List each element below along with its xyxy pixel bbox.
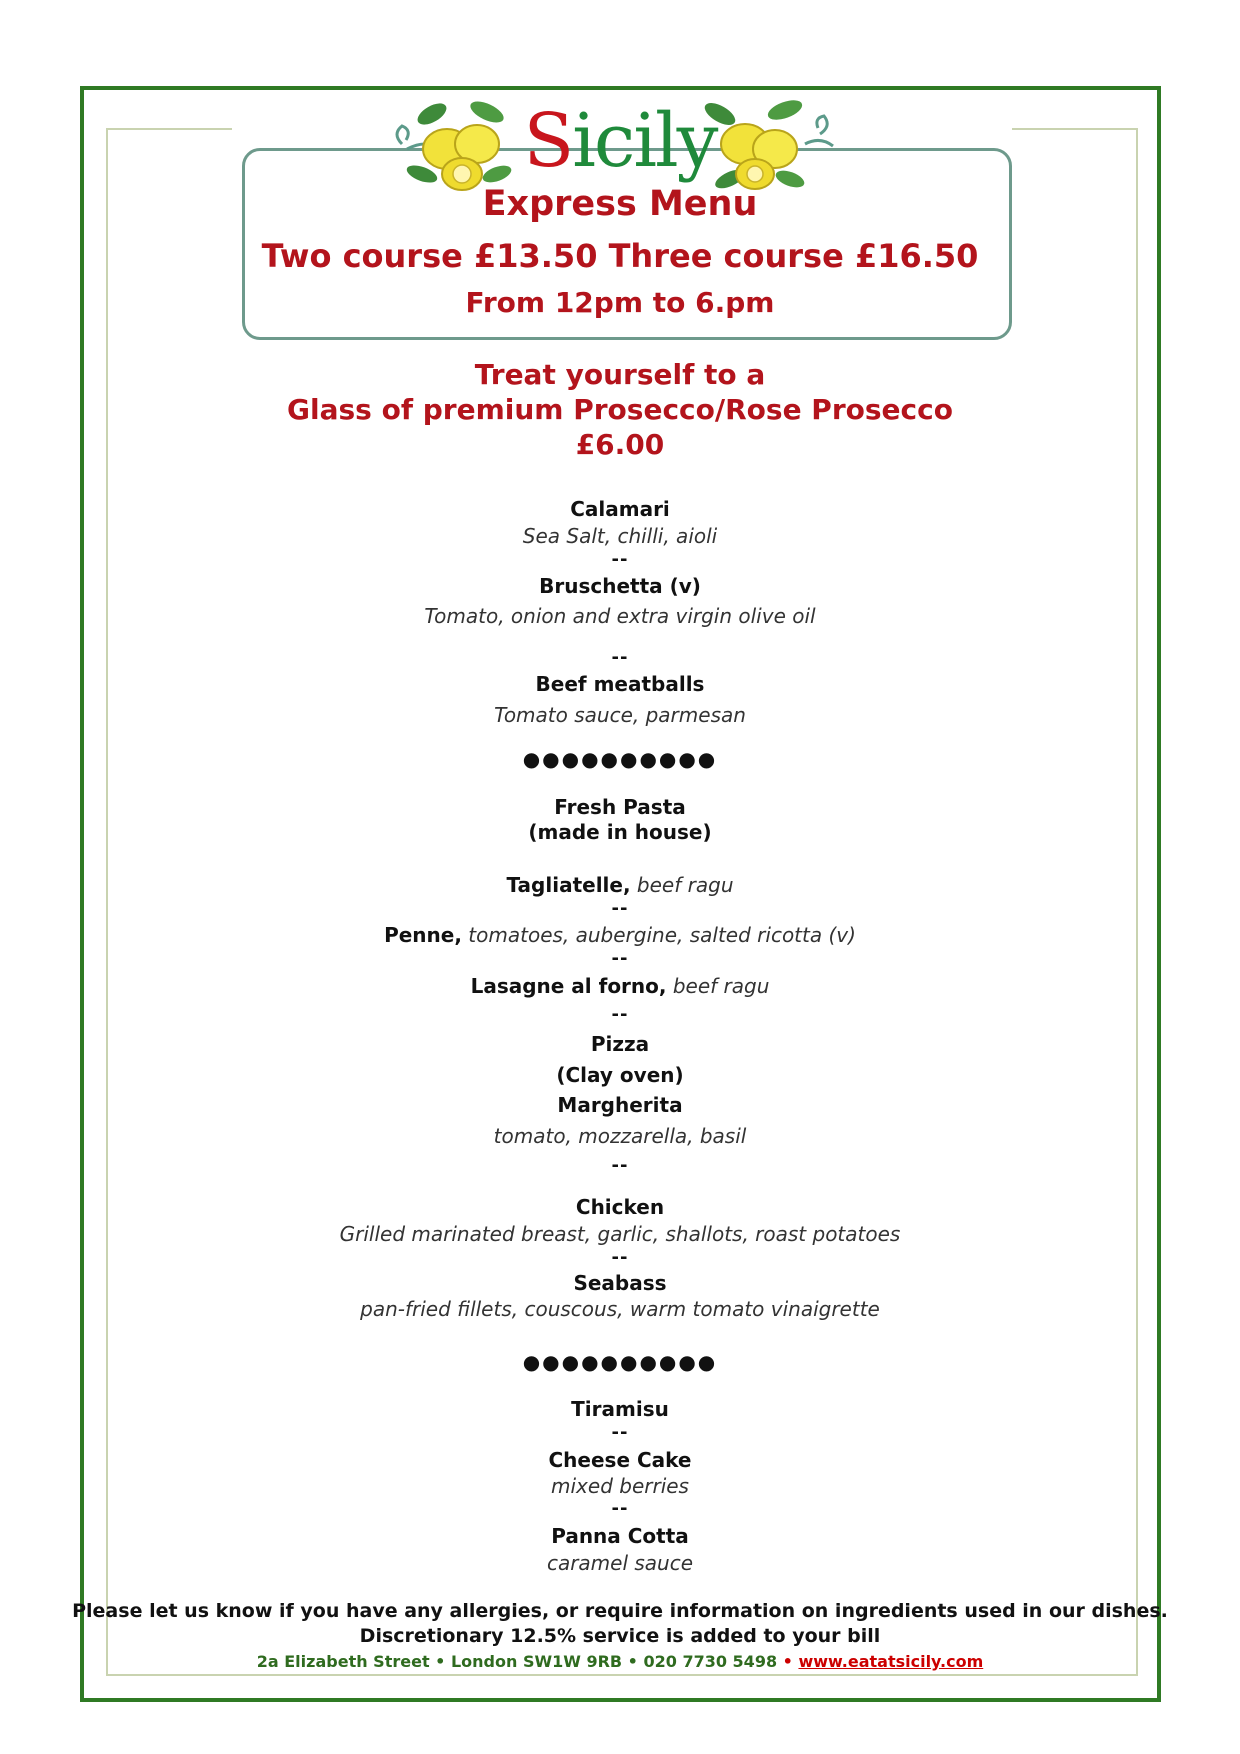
separator: --	[611, 1498, 629, 1519]
promo-line2: Glass of premium Prosecco/Rose Prosecco	[287, 393, 953, 426]
promo-price: £6.00	[575, 428, 665, 461]
dish-desc: Tomato, onion and extra virgin olive oil	[424, 604, 816, 628]
logo-s: S	[523, 98, 573, 184]
dish-desc: Sea Salt, chilli, aioli	[522, 524, 718, 548]
dish-desc: caramel sauce	[546, 1551, 694, 1575]
dish-desc: pan-fried fillets, couscous, warm tomato vinaigrette	[360, 1297, 880, 1321]
separator: --	[611, 1422, 629, 1443]
dish-line	[0, 974, 1240, 998]
section-divider: ●●●●●●●●●●	[522, 747, 718, 771]
separator: --	[611, 1247, 629, 1268]
dish-desc: tomato, mozzarella, basil	[493, 1124, 747, 1148]
section-subheading: (made in house)	[528, 820, 712, 844]
address: 2a Elizabeth Street • London SW1W 9RB • 020 7730 5498	[256, 1652, 778, 1671]
menu-title: Express Menu	[482, 184, 758, 224]
dish-name: Margherita	[557, 1093, 683, 1117]
separator: --	[611, 549, 629, 570]
logo	[0, 98, 1240, 184]
dish-name: Chicken	[575, 1195, 665, 1219]
dish-name: Tagliatelle,	[506, 873, 631, 897]
dish-desc: beef ragu	[666, 974, 770, 998]
dish-desc: beef ragu	[630, 873, 734, 897]
separator: --	[611, 1004, 629, 1025]
promo-line1: Treat yourself to a	[474, 358, 766, 391]
dish-desc: mixed berries	[551, 1474, 689, 1498]
address-line	[0, 1652, 1240, 1671]
dish-name: Beef meatballs	[535, 672, 705, 696]
allergy-notice: Please let us know if you have any allergies, or require information on ingredients used in our dishes.	[72, 1600, 1168, 1622]
dish-name: Seabass	[573, 1271, 667, 1295]
dish-name: Calamari	[570, 497, 670, 521]
dish-name: Tiramisu	[571, 1397, 669, 1421]
bullet: •	[777, 1652, 799, 1671]
website-link[interactable]: www.eatatsicily.com	[798, 1652, 984, 1671]
service-notice: Discretionary 12.5% service is added to your bill	[359, 1625, 881, 1647]
course-prices: Two course £13.50 Three course £16.50	[261, 237, 979, 275]
dish-desc: Grilled marinated breast, garlic, shallots, roast potatoes	[339, 1222, 901, 1246]
logo-rest: icily	[572, 98, 717, 184]
section-heading: Pizza	[590, 1032, 650, 1056]
dish-desc: tomatoes, aubergine, salted ricotta (v)	[461, 923, 856, 947]
dish-name: Panna Cotta	[551, 1524, 689, 1548]
separator: --	[611, 948, 629, 969]
dish-name: Bruschetta (v)	[539, 574, 701, 598]
section-divider: ●●●●●●●●●●	[522, 1350, 718, 1374]
dish-line	[0, 923, 1240, 947]
separator: --	[611, 898, 629, 919]
serving-hours: From 12pm to 6.pm	[465, 286, 775, 319]
separator: --	[611, 647, 629, 668]
dish-desc: Tomato sauce, parmesan	[494, 703, 746, 727]
section-subheading: (Clay oven)	[556, 1063, 684, 1087]
section-heading: Fresh Pasta	[554, 795, 686, 819]
dish-name: Cheese Cake	[548, 1448, 692, 1472]
dish-name: Penne,	[384, 923, 462, 947]
dish-line	[0, 873, 1240, 897]
dish-name: Lasagne al forno,	[470, 974, 667, 998]
separator: --	[611, 1155, 629, 1176]
